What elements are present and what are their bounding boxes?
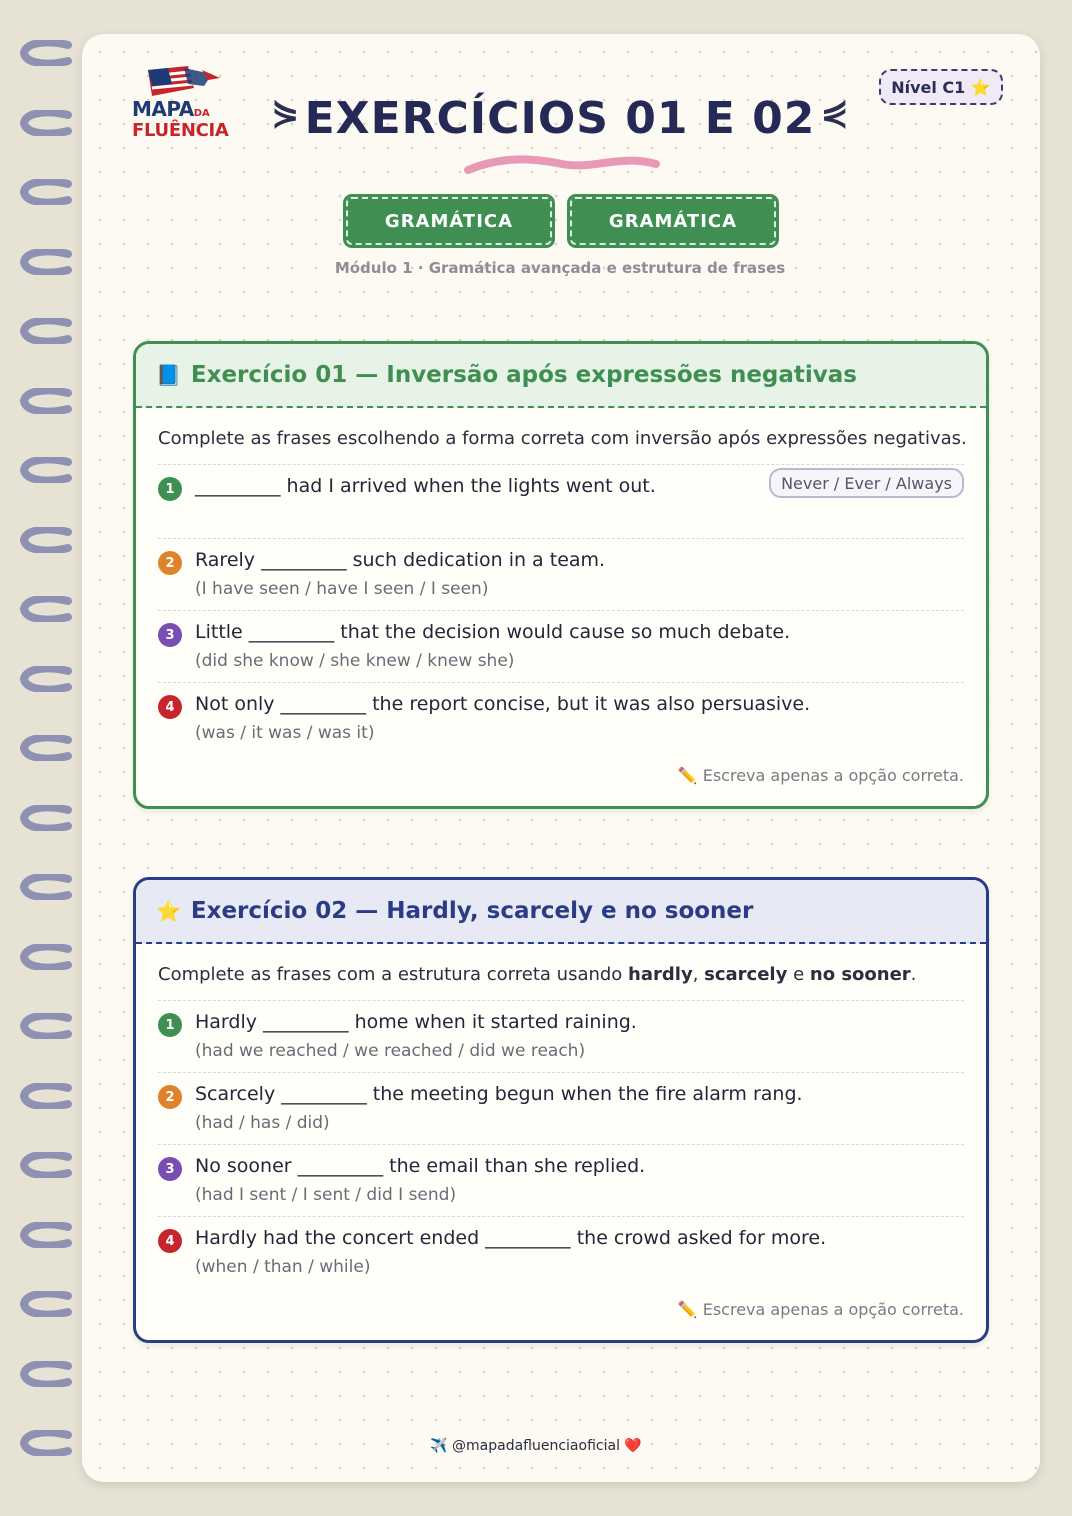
intro-keyword: scarcely bbox=[704, 964, 788, 985]
divider bbox=[158, 1144, 964, 1145]
divider bbox=[158, 1072, 964, 1073]
item-sentence: No sooner _________ the email than she replied. bbox=[195, 1155, 646, 1177]
item-sentence: Not only _________ the report concise, but it was also persuasive. bbox=[195, 693, 811, 715]
item-options: (had we reached / we reached / did we reach) bbox=[195, 1041, 586, 1061]
brand-mapa: MAPA bbox=[132, 97, 194, 121]
spiral-ring-icon bbox=[18, 249, 72, 275]
brand-wordmark bbox=[132, 97, 229, 141]
item-sentence: Little _________ that the decision would cause so much debate. bbox=[195, 621, 791, 643]
item-number: 2 bbox=[158, 1085, 182, 1109]
divider bbox=[158, 682, 964, 683]
page-title-block bbox=[270, 92, 850, 144]
exercise-note: ✏️ Escreva apenas a opção correta. bbox=[677, 1300, 964, 1319]
book-icon: 📘 bbox=[156, 363, 181, 387]
tag-gramatica-2: GRAMÁTICA bbox=[570, 197, 776, 245]
exercise-title: Exercício 01 — Inversão após expressões negativas bbox=[190, 362, 857, 388]
brand-da: DA bbox=[193, 108, 210, 119]
item-number: 1 bbox=[158, 477, 182, 501]
divider bbox=[158, 464, 964, 465]
squiggle-underline-icon bbox=[462, 148, 662, 182]
brand-fluencia: FLUÊNCIA bbox=[132, 120, 229, 141]
divider bbox=[158, 1000, 964, 1001]
item-options: (had I sent / I sent / did I send) bbox=[195, 1185, 457, 1205]
item-number: 3 bbox=[158, 623, 182, 647]
spiral-ring-icon bbox=[18, 596, 72, 622]
item-sentence: _________ had I arrived when the lights went out. bbox=[195, 475, 656, 497]
page-title: EXERCÍCIOS 01 E 02 bbox=[304, 93, 816, 144]
exercise-header bbox=[136, 344, 986, 408]
spiral-ring-icon bbox=[18, 1083, 72, 1109]
item-options: (when / than / while) bbox=[195, 1257, 371, 1277]
spiral-binding bbox=[18, 40, 78, 1480]
spiral-ring-icon bbox=[18, 666, 72, 692]
exercise-card-01 bbox=[133, 341, 989, 809]
title-deco-right: ⋞ bbox=[820, 92, 849, 132]
spiral-ring-icon bbox=[18, 874, 72, 900]
footer-handle: ✈️ @mapadafluenciaoficial ❤️ bbox=[430, 1438, 642, 1454]
spiral-ring-icon bbox=[18, 1013, 72, 1039]
item-options: (had / has / did) bbox=[195, 1113, 330, 1133]
exercise-header bbox=[136, 880, 986, 944]
spiral-ring-icon bbox=[18, 805, 72, 831]
intro-keyword: hardly bbox=[628, 964, 693, 985]
item-number: 3 bbox=[158, 1157, 182, 1181]
intro-sep: , bbox=[692, 964, 705, 985]
divider bbox=[158, 610, 964, 611]
item-number: 1 bbox=[158, 1013, 182, 1037]
page-subtitle: Módulo 1 · Gramática avançada e estrutura de frases bbox=[334, 259, 786, 277]
star-icon: ⭐ bbox=[156, 899, 181, 923]
spiral-ring-icon bbox=[18, 318, 72, 344]
divider bbox=[158, 538, 964, 539]
intro-end: . bbox=[910, 964, 917, 985]
item-number: 4 bbox=[158, 695, 182, 719]
tag-gramatica-1: GRAMÁTICA bbox=[346, 197, 552, 245]
level-badge: Nível C1 ⭐ bbox=[879, 69, 1003, 105]
exercise-card-02 bbox=[133, 877, 989, 1343]
item-sentence: Hardly _________ home when it started raining. bbox=[195, 1011, 637, 1033]
item-sentence: Hardly had the concert ended _________ the crowd asked for more. bbox=[195, 1227, 827, 1249]
spiral-ring-icon bbox=[18, 735, 72, 761]
spiral-ring-icon bbox=[18, 110, 72, 136]
spiral-ring-icon bbox=[18, 1361, 72, 1387]
spiral-ring-icon bbox=[18, 457, 72, 483]
intro-keyword: no sooner bbox=[809, 964, 911, 985]
item-options: (did she know / she knew / knew she) bbox=[195, 651, 515, 671]
item-sentence: Rarely _________ such dedication in a team. bbox=[195, 549, 606, 571]
exercise-intro: Complete as frases escolhendo a forma correta com inversão após expressões negativas. bbox=[158, 428, 967, 449]
exercise-note: ✏️ Escreva apenas a opção correta. bbox=[677, 766, 964, 785]
spiral-ring-icon bbox=[18, 944, 72, 970]
item-number: 2 bbox=[158, 551, 182, 575]
exercise-intro bbox=[158, 964, 916, 985]
spiral-ring-icon bbox=[18, 388, 72, 414]
item-options: (I have seen / have I seen / I seen) bbox=[195, 579, 489, 599]
exercise-title: Exercício 02 — Hardly, scarcely e no sooner bbox=[190, 898, 754, 924]
intro-sep: e bbox=[787, 964, 810, 985]
options-chip: Never / Ever / Always bbox=[769, 468, 964, 498]
item-options: (was / it was / was it) bbox=[195, 723, 375, 743]
divider bbox=[158, 1216, 964, 1217]
spiral-ring-icon bbox=[18, 179, 72, 205]
item-number: 4 bbox=[158, 1229, 182, 1253]
spiral-ring-icon bbox=[18, 1291, 72, 1317]
title-deco-left: ⋟ bbox=[271, 92, 300, 132]
intro-text: Complete as frases com a estrutura correta usando bbox=[158, 964, 629, 985]
spiral-ring-icon bbox=[18, 527, 72, 553]
spiral-ring-icon bbox=[18, 40, 72, 66]
spiral-ring-icon bbox=[18, 1152, 72, 1178]
spiral-ring-icon bbox=[18, 1222, 72, 1248]
item-sentence: Scarcely _________ the meeting begun when the fire alarm rang. bbox=[195, 1083, 803, 1105]
